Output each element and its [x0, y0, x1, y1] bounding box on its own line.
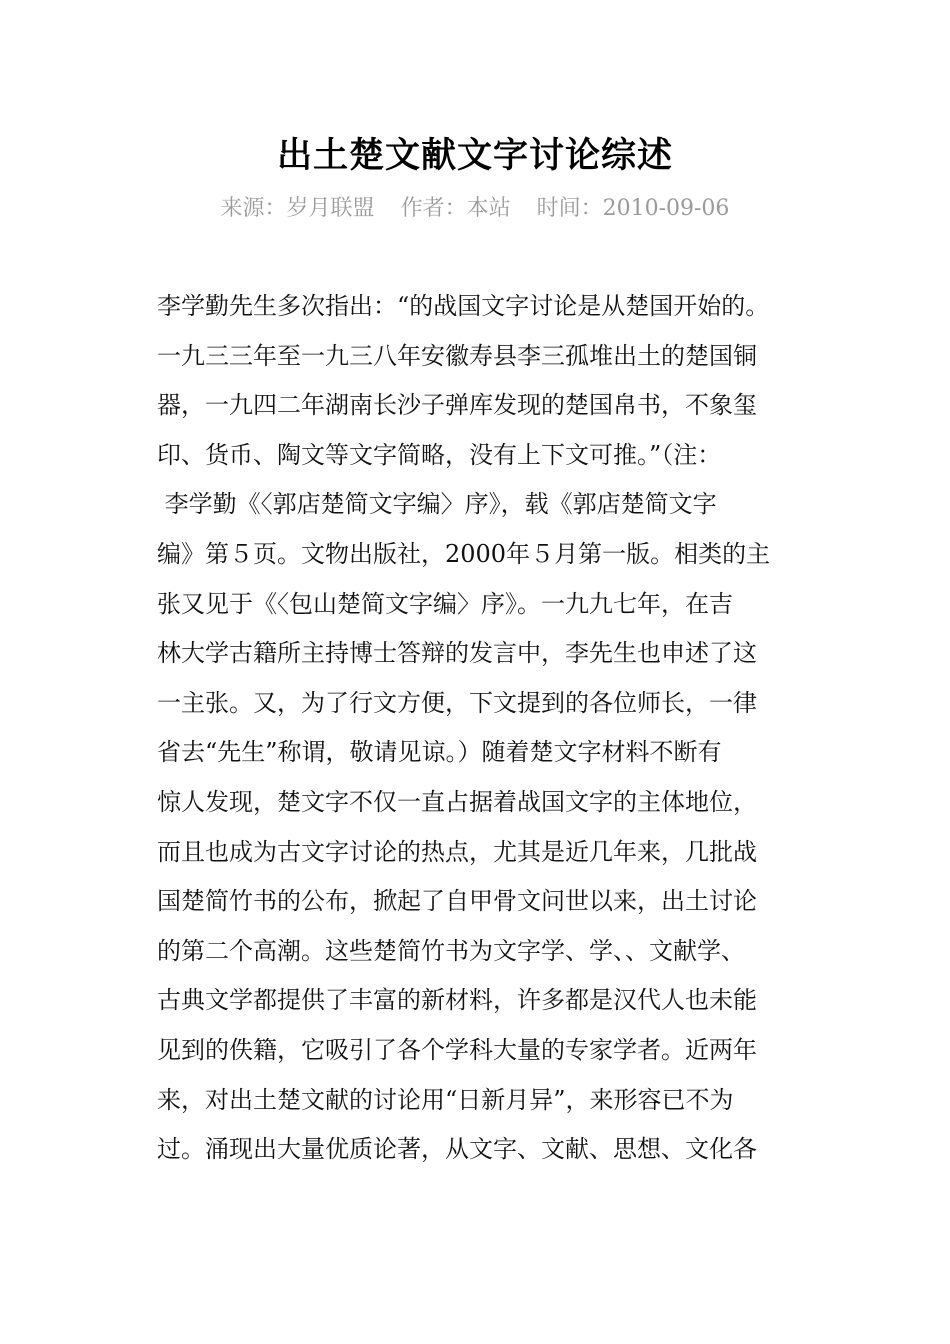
body-line: 器，一九四二年湖南长沙子弹库发现的楚国帛书，不象玺 [157, 391, 757, 420]
body-line: 林大学古籍所主持博士答辩的发言中，李先生也申述了这 [157, 639, 757, 668]
body-line: 省去“先生”称谓，敬请见谅。）随着楚文字材料不断有 [157, 738, 722, 767]
page-title: 出土楚文献文字讨论综述 [276, 135, 673, 176]
body-line: 一九三三年至一九三八年安徽寿县李三孤堆出土的楚国铜 [157, 341, 757, 370]
body-line: 李学勤先生多次指出：“的战国文字讨论是从楚国开始的。 [157, 292, 770, 320]
body-line: 张又见于《〈包山楚简文字编〉序》。一九九七年，在吉 [157, 589, 733, 618]
body-line: 而且也成为古文字讨论的热点，尤其是近几年来，几批战 [157, 837, 757, 866]
body-line: 过。涌现出大量优质论著，从文字、文献、思想、文化各 [157, 1135, 757, 1164]
source-label: 来源：岁月联盟 [220, 196, 375, 221]
body-line: 李学勤《〈郭店楚简文字编〉序》，载《郭店楚简文字 [157, 490, 717, 519]
body-line: 印、货币、陶文等文字简略，没有上下文可推。”（注： [157, 440, 722, 469]
body-line: 编》第５页。文物出版社，2000年５月第一版。相类的主 [157, 539, 771, 568]
body-line: 的第二个高潮。这些楚简竹书为文字学、学、、文献学、 [157, 936, 745, 965]
body-line: 见到的佚籍，它吸引了各个学科大量的专家学者。近两年 [157, 1035, 757, 1064]
body-line: 惊人发现，楚文字不仅一直占据着战国文字的主体地位， [157, 787, 757, 816]
date-label: 时间：2010-09-06 [536, 196, 730, 221]
body-line: 来，对出土楚文献的讨论用“日新月异”，来形容已不为 [157, 1085, 734, 1114]
article-body [157, 282, 817, 1175]
body-line: 古典文学都提供了丰富的新材料，许多都是汉代人也未能 [157, 986, 757, 1015]
article-meta [0, 191, 950, 222]
body-line: 国楚简竹书的公布，掀起了自甲骨文问世以来，出土讨论 [157, 887, 757, 916]
author-label: 作者：本站 [400, 196, 511, 221]
body-line: 一主张。又，为了行文方便，下文提到的各位师长，一律 [157, 688, 757, 717]
